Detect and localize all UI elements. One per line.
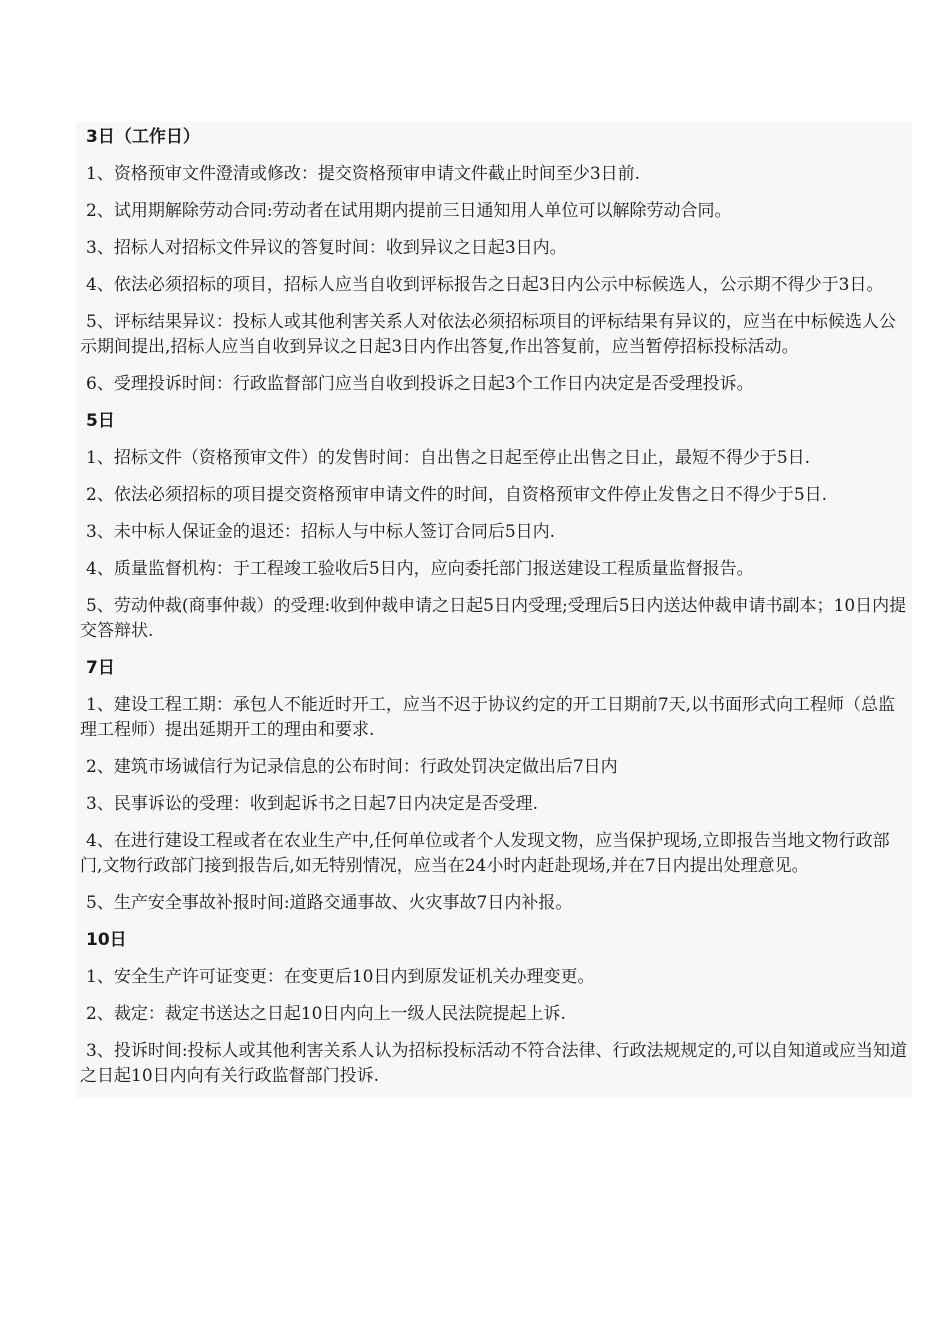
list-item: 4、在进行建设工程或者在农业生产中,任何单位或者个人发现文物，应当保护现场,立即报告当地文物行政部门,文物行政部门接到报告后,如无特别情况，应当在24小时内赶赴现场,并在7日内提出处理意见。	[80, 831, 890, 876]
list-item: 2、裁定：裁定书送达之日起10日内向上一级人民法院提起上诉.	[86, 1004, 566, 1024]
list-item: 1、招标文件（资格预审文件）的发售时间：自出售之日起至停止出售之日止，最短不得少于5日.	[86, 448, 811, 468]
list-item: 2、依法必须招标的项目提交资格预审申请文件的时间，自资格预审文件停止发售之日不得少于5日.	[86, 485, 828, 505]
section-heading: 5日	[86, 411, 115, 431]
list-item: 1、建设工程工期：承包人不能近时开工，应当不迟于协议约定的开工日期前7天,以书面形式向工程师（总监理工程师）提出延期开工的理由和要求.	[80, 695, 896, 740]
list-item: 6、受理投诉时间：行政监督部门应当自收到投诉之日起3个工作日内决定是否受理投诉。	[86, 374, 754, 394]
list-item: 5、生产安全事故补报时间:道路交通事故、火灾事故7日内补报。	[86, 893, 573, 913]
list-item: 1、资格预审文件澄清或修改：提交资格预审申请文件截止时间至少3日前.	[86, 164, 641, 184]
section-heading: 7日	[86, 658, 115, 678]
list-item: 3、未中标人保证金的退还：招标人与中标人签订合同后5日内.	[86, 522, 556, 542]
list-item: 5、劳动仲裁(商事仲裁）的受理:收到仲裁申请之日起5日内受理;受理后5日内送达仲裁申请书副本；10日内提交答辩状.	[80, 596, 907, 641]
list-item: 3、招标人对招标文件异议的答复时间：收到异议之日起3日内。	[86, 238, 567, 258]
list-item: 4、依法必须招标的项目，招标人应当自收到评标报告之日起3日内公示中标候选人，公示期不得少于3日。	[86, 275, 884, 295]
list-item: 5、评标结果异议：投标人或其他利害关系人对依法必须招标项目的评标结果有异议的，应当在中标候选人公示期间提出,招标人应当自收到异议之日起3日内作出答复,作出答复前，应当暂停招标投标活动。	[80, 312, 896, 357]
section-heading: 3日（工作日）	[86, 127, 200, 147]
list-item: 2、建筑市场诚信行为记录信息的公布时间：行政处罚决定做出后7日内	[86, 757, 618, 777]
list-item: 3、民事诉讼的受理：收到起诉书之日起7日内决定是否受理.	[86, 794, 539, 814]
section-heading: 10日	[86, 930, 127, 950]
list-item: 2、试用期解除劳动合同:劳动者在试用期内提前三日通知用人单位可以解除劳动合同。	[86, 201, 732, 221]
section-3-days	[76, 122, 912, 400]
list-item: 1、安全生产许可证变更：在变更后10日内到原发证机关办理变更。	[86, 967, 595, 987]
section-5-days	[76, 406, 912, 647]
document-body	[76, 122, 912, 1098]
section-7-days	[76, 653, 912, 919]
list-item: 3、投诉时间:投标人或其他利害关系人认为招标投标活动不符合法律、行政法规规定的,可以自知道或应当知道之日起10日内向有关行政监督部门投诉.	[80, 1041, 907, 1086]
list-item: 4、质量监督机构：于工程竣工验收后5日内，应向委托部门报送建设工程质量监督报告。	[86, 559, 754, 579]
section-10-days	[76, 925, 912, 1092]
